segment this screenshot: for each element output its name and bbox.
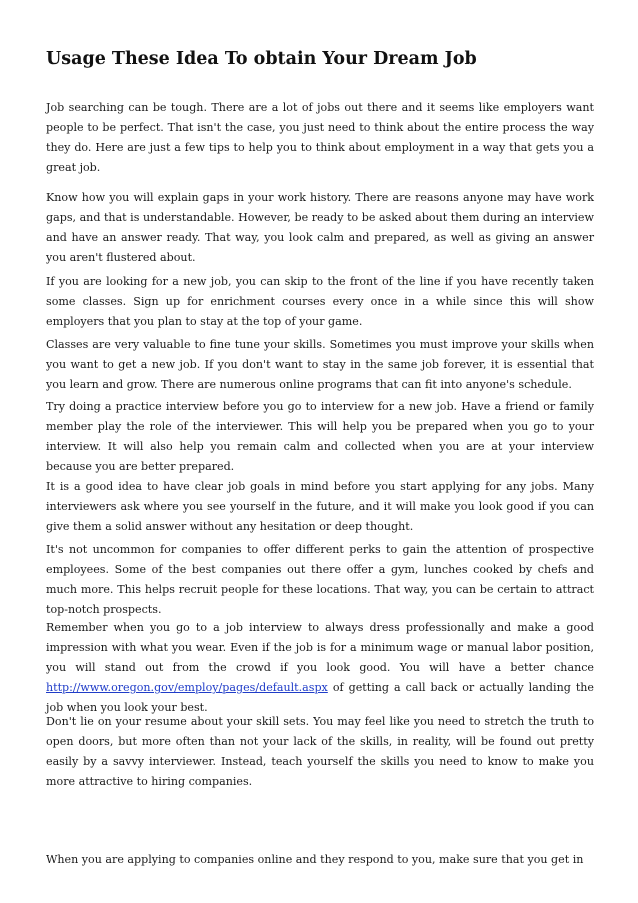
paragraph-resume: Don't lie on your resume about your skill sets. You may feel like you need to stretch the truth to open doors, but more often than not your lack of the skills, in reality, will be found out pretty easily by a savvy interviewer. Instead, teach yourself the skills you need to know to make you more attractive to hiring companies.: [46, 715, 594, 788]
paragraph-text: Remember when you go to a job interview to always dress professionally and make a good impression with what you wear. Even if the job is for a minimum wage or manual labor position, you will stand out from the crowd if you look good. You will have a better chance: [46, 621, 594, 674]
paragraph-practice-interview: Try doing a practice interview before you go to interview for a new job. Have a friend or family member play the role of the interviewer. This will help you be prepared when you go to your interview. It will also help you remain calm and collected when you are at your interview because you are better prepared.: [46, 400, 594, 473]
oregon-employment-link[interactable]: http://www.oregon.gov/employ/pages/default.aspx: [46, 681, 328, 694]
paragraph-fine-tune-skills: Classes are very valuable to fine tune your skills. Sometimes you must improve your skills when you want to get a new job. If you don't want to stay in the same job forever, it is essential that you learn and grow. There are numerous online programs that can fit into anyone's schedule.: [46, 338, 594, 391]
paragraph-applying-online: When you are applying to companies online and they respond to you, make sure that you get in: [46, 853, 584, 866]
paragraph-classes: If you are looking for a new job, you can skip to the front of the line if you have recently taken some classes. Sign up for enrichment courses every once in a while since this will show employers that you plan to stay at the top of your game.: [46, 275, 594, 328]
paragraph-intro: Job searching can be tough. There are a lot of jobs out there and it seems like employers want people to be perfect. That isn't the case, you just need to think about the entire process the way they do. Here are just a few tips to help you to think about employment in a way that gets you a great job.: [46, 101, 594, 174]
paragraph-dress-professionally: [46, 618, 594, 718]
paragraph-text: of getting a call back or actually landing the job when you look your best.: [46, 681, 594, 714]
paragraph-company-perks: It's not uncommon for companies to offer different perks to gain the attention of prospective employees. Some of the best companies out there offer a gym, lunches cooked by chefs and much more. This helps recruit people for these locations. That way, you can be certain to attract top-notch prospects.: [46, 543, 594, 616]
paragraph-job-goals: It is a good idea to have clear job goals in mind before you start applying for any jobs. Many interviewers ask where you see yourself in the future, and it will make you look good if you can give them a solid answer without any hesitation or deep thought.: [46, 480, 594, 533]
document-title: Usage These Idea To obtain Your Dream Job: [46, 49, 477, 69]
paragraph-work-gaps: Know how you will explain gaps in your work history. There are reasons anyone may have work gaps, and that is understandable. However, be ready to be asked about them during an interview and have an answer ready. That way, you look calm and prepared, as well as giving an answer you aren't flustered about.: [46, 191, 594, 264]
